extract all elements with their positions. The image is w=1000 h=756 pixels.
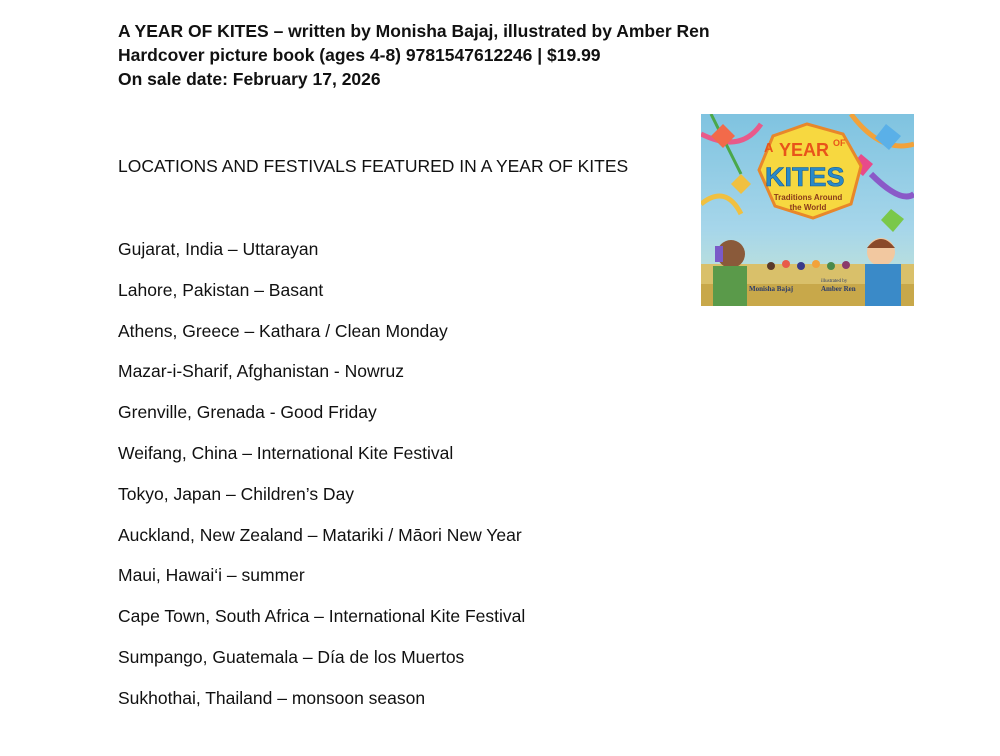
list-item: Cape Town, South Africa – International Kite Festival: [118, 606, 526, 627]
list-item: Athens, Greece – Kathara / Clean Monday: [118, 320, 448, 341]
list-item: Grenville, Grenada - Good Friday: [118, 402, 377, 423]
cover-title-small-a: A: [764, 140, 774, 155]
cover-subtitle-line2: the World: [789, 203, 827, 212]
list-item: Lahore, Pakistan – Basant: [118, 279, 324, 300]
list-item: Weifang, China – International Kite Festival: [118, 442, 454, 463]
list-item: Mazar-i-Sharif, Afghanistan - Nowruz: [118, 361, 404, 382]
cover-illustrator-label: illustrated by: [821, 279, 848, 284]
book-cover-image: [701, 114, 914, 306]
format-isbn-price-line: Hardcover picture book (ages 4-8) 9781547612246 | $19.99: [118, 45, 601, 65]
list-item: Tokyo, Japan – Children’s Day: [118, 483, 355, 504]
cover-illustrator: Amber Ren: [821, 285, 856, 293]
cover-author: Monisha Bajaj: [749, 285, 794, 293]
locations-list: [118, 237, 525, 727]
list-item: Maui, Hawai‘i – summer: [118, 565, 305, 586]
list-item: Sukhothai, Thailand – monsoon season: [118, 687, 426, 708]
title-author-line: A YEAR OF KITES – written by Monisha Bajaj, illustrated by Amber Ren: [118, 21, 710, 41]
book-info-header: [118, 19, 710, 91]
section-title: LOCATIONS AND FESTIVALS FEATURED IN A YEAR OF KITES: [118, 156, 629, 176]
list-item: Sumpango, Guatemala – Día de los Muertos: [118, 646, 465, 667]
cover-subtitle-line1: Traditions Around: [773, 193, 843, 202]
cover-title-kites: KITES: [765, 162, 845, 192]
on-sale-date-line: On sale date: February 17, 2026: [118, 69, 381, 89]
list-item: Gujarat, India – Uttarayan: [118, 239, 319, 259]
list-item: Auckland, New Zealand – Matariki / Māori New Year: [118, 524, 522, 545]
cover-title-year: YEAR: [779, 140, 830, 160]
cover-title-of: OF: [833, 138, 846, 148]
